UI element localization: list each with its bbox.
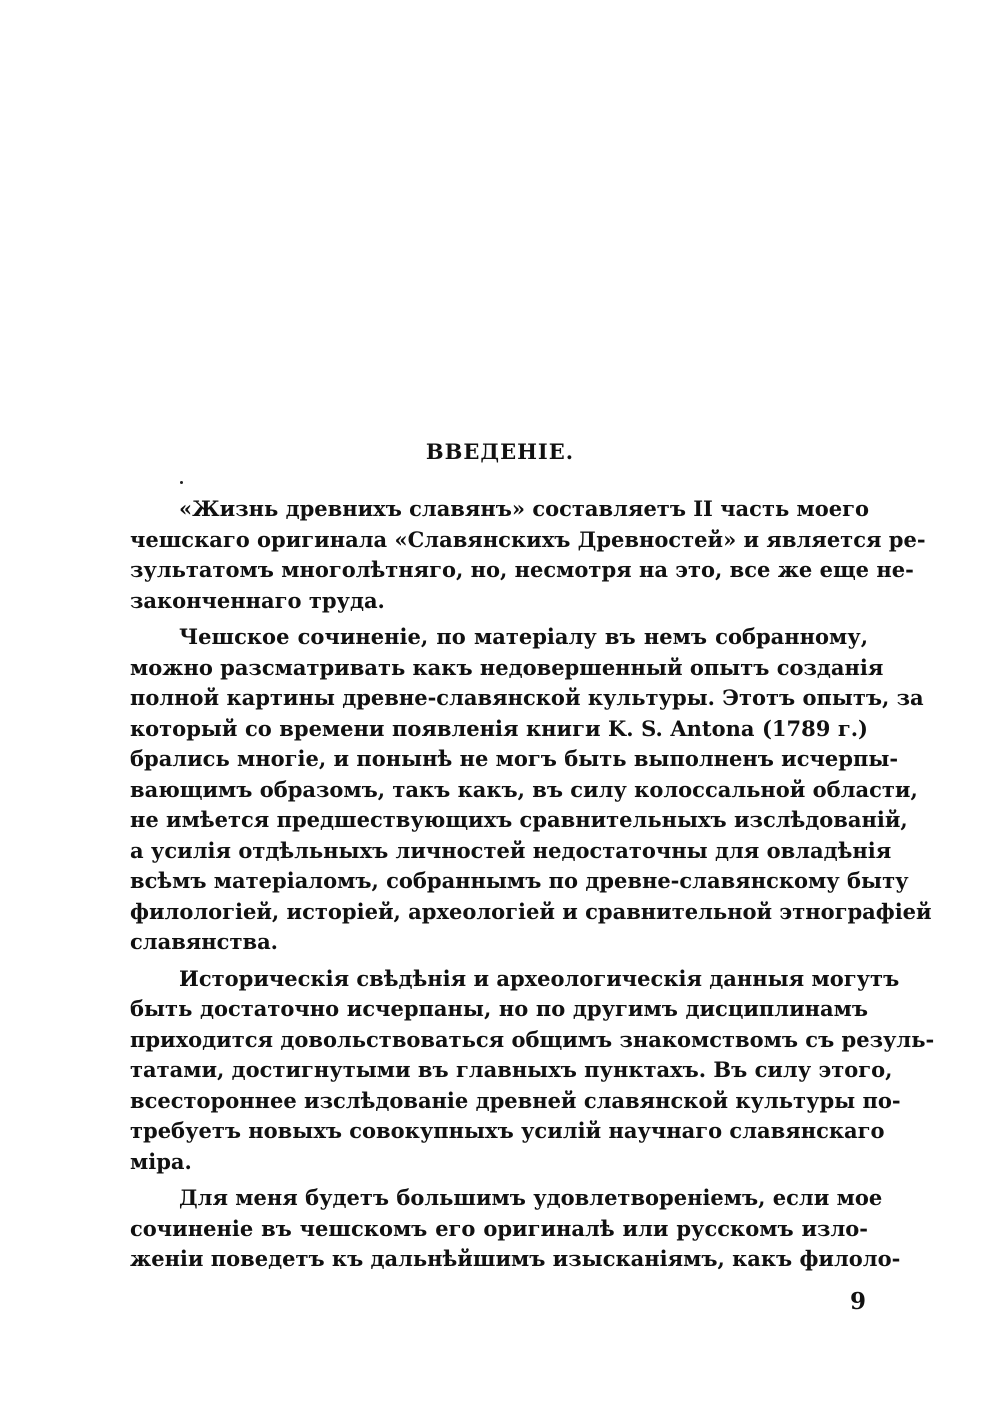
text-line: Историческія свѣдѣнія и археологическія данныя могутъ	[179, 965, 900, 991]
text-line: славянства.	[130, 929, 278, 954]
text-line: приходится довольствоваться общимъ знакомствомъ съ резуль-	[130, 1026, 935, 1052]
text-line: зультатомъ многолѣтняго, но, несмотря на это, все же еще не-	[130, 557, 914, 582]
text-line: не имѣется предшествующихъ сравнительныхъ изслѣдованій,	[130, 807, 908, 832]
text-line: требуетъ новыхъ совокупныхъ усилій научнаго славянскаго	[130, 1118, 885, 1143]
text-line: Чешское сочиненіе, по матеріалу въ немъ собранному,	[179, 624, 868, 649]
text-line: можно разсматривать какъ недовершенный опытъ созданія	[130, 654, 884, 680]
body-text	[130, 494, 935, 1281]
paragraph-4	[130, 1183, 901, 1275]
paragraph-1	[130, 494, 926, 616]
text-line: а усилія отдѣльныхъ личностей недостаточны для овладѣнія	[130, 837, 892, 863]
text-line: Для меня будетъ большимъ удовлетвореніемъ, если мое	[179, 1185, 883, 1210]
text-line: женіи поведетъ къ дальнѣйшимъ изысканіямъ, какъ филоло-	[130, 1246, 901, 1271]
text-line: законченнаго труда.	[130, 587, 385, 613]
page-title: ВВЕДЕНІЕ.	[425, 439, 575, 464]
text-line: всѣмъ матеріаломъ, собраннымъ по древне-славянскому быту	[130, 868, 909, 893]
text-line: брались многіе, и понынѣ не могъ быть выполненъ исчерпы-	[130, 746, 899, 771]
text-line: вающимъ образомъ, такъ какъ, въ силу колоссальной области,	[130, 776, 918, 802]
text-line: міра.	[130, 1148, 192, 1174]
paragraph-2	[130, 622, 932, 958]
text-line: татами, достигнутыми въ главныхъ пунктахъ. Въ силу этого,	[130, 1057, 893, 1082]
text-line: «Жизнь древнихъ славянъ» составляетъ II часть моего	[179, 496, 870, 521]
text-line: быть достаточно исчерпаны, но по другимъ дисциплинамъ	[130, 996, 868, 1021]
text-line: всестороннее изслѣдованіе древней славянской культуры по-	[130, 1087, 901, 1113]
paragraph-3	[130, 964, 935, 1178]
page-number: 9	[850, 1288, 867, 1315]
text-line: полной картины древне-славянской культуры. Этотъ опытъ, за	[130, 685, 924, 710]
text-line: сочиненіе въ чешскомъ его оригиналѣ или русскомъ изло-	[130, 1215, 868, 1241]
print-speck	[180, 481, 183, 484]
text-line: филологіей, исторіей, археологіей и сравнительной этнографіей	[130, 898, 932, 924]
text-line: чешскаго оригинала «Славянскихъ Древностей» и является ре-	[130, 526, 926, 552]
text-line: который со времени появленія книги K. S. Antona (1789 г.)	[130, 715, 868, 741]
